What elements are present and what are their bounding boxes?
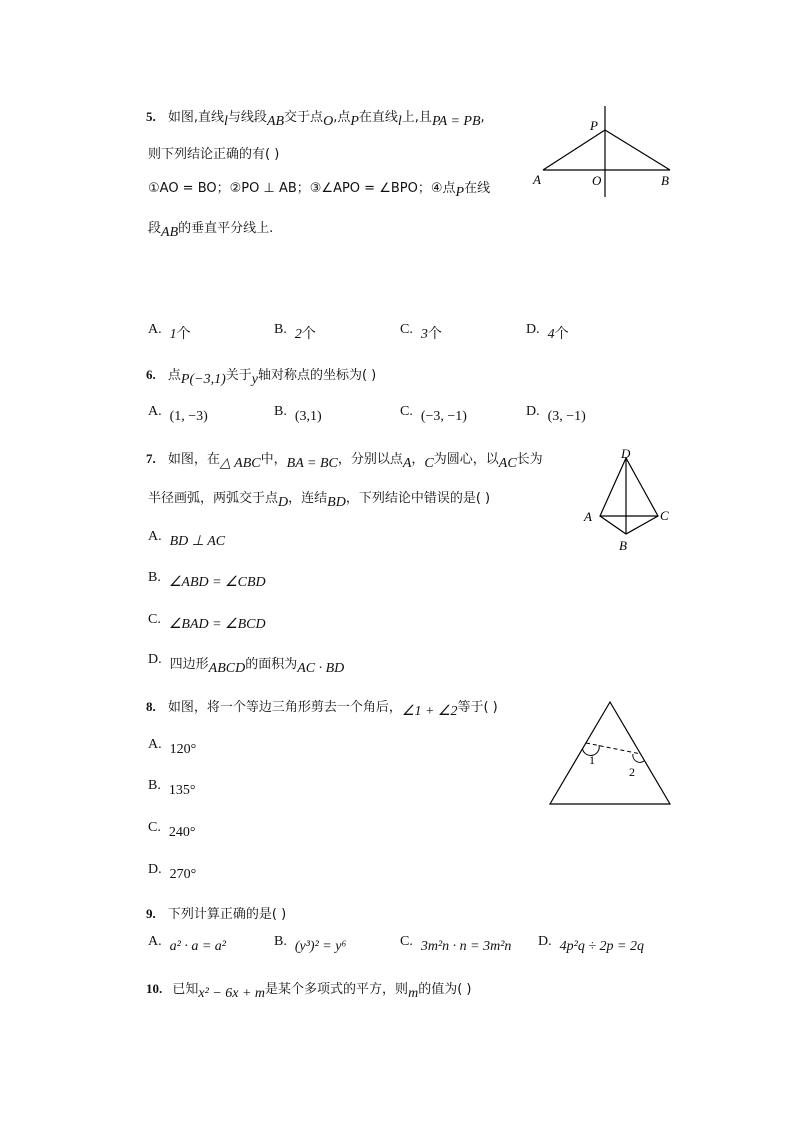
option-d[interactable]: D. (3, −1) xyxy=(526,404,586,424)
option-a[interactable]: A. BD ⊥ AC xyxy=(148,529,226,549)
option-d[interactable]: D. 四边形ABCD的面积为AC · BD xyxy=(148,652,345,676)
option-d[interactable]: D. 270° xyxy=(148,862,197,882)
option-a[interactable]: A. 1个 xyxy=(148,322,191,342)
option-c[interactable]: C. 3m²n · n = 3m²n xyxy=(400,934,512,954)
option-c[interactable]: C. 3个 xyxy=(400,322,442,342)
question-5-line-4: 段AB的垂直平分线上. xyxy=(148,221,274,240)
figure-q8-cut-triangle xyxy=(545,698,675,810)
label-a: A xyxy=(584,509,592,524)
option-b[interactable]: B. 135° xyxy=(148,778,196,798)
label-p: P xyxy=(590,118,598,133)
option-a[interactable]: A. (1, −3) xyxy=(148,404,208,424)
option-d[interactable]: D. 4个 xyxy=(526,322,569,342)
figure-q5-perpendicular-bisector xyxy=(525,102,685,202)
question-7-line-1: 7. 如图，在△ ABC中，BA = BC，分别以点A，C为圆心，以AC长为 xyxy=(146,451,543,471)
question-8-stem: 8. 如图，将一个等边三角形剪去一个角后，∠1 + ∠2等于( ) xyxy=(146,699,498,719)
question-5-line-1: 5. 如图,直线l与线段AB交于点O,点P在直线l上,且PA = PB, xyxy=(146,109,485,129)
question-6-stem: 6. 点P(−3,1)关于y轴对称点的坐标为( ) xyxy=(146,367,377,387)
label-d: D xyxy=(621,446,631,461)
option-c[interactable]: C. 240° xyxy=(148,820,196,840)
angle-1-label: 1 xyxy=(589,753,595,767)
figure-q7-kite xyxy=(578,446,678,556)
question-number: 10. xyxy=(146,981,163,996)
option-c[interactable]: C. (−3, −1) xyxy=(400,404,467,424)
question-number: 6. xyxy=(146,367,156,382)
option-a[interactable]: A. 120° xyxy=(148,737,197,757)
option-c[interactable]: C. ∠BAD = ∠BCD xyxy=(148,612,266,632)
question-number: 9. xyxy=(146,906,156,921)
option-d[interactable]: D. 4p²q ÷ 2p = 2q xyxy=(538,934,644,954)
question-7-line-2: 半径画弧，两弧交于点D，连结BD，下列结论中错误的是( ) xyxy=(148,491,491,510)
angle-2-label: 2 xyxy=(629,765,635,779)
question-number: 5. xyxy=(146,109,156,124)
label-b: B xyxy=(661,173,669,188)
option-b[interactable]: B. 2个 xyxy=(274,322,316,342)
question-10-stem: 10. 已知x² − 6x + m是某个多项式的平方，则m的值为( ) xyxy=(146,981,472,1001)
question-5-line-2: 则下列结论正确的有( ) xyxy=(148,147,280,162)
question-5-line-3: ①AO = BO；②PO ⊥ AB；③∠APO = ∠BPO；④点P在线 xyxy=(148,181,491,200)
option-b[interactable]: B. ∠ABD = ∠CBD xyxy=(148,570,266,590)
label-a: A xyxy=(533,172,541,187)
label-o: O xyxy=(592,173,602,188)
question-number: 8. xyxy=(146,699,156,714)
option-b[interactable]: B. (3,1) xyxy=(274,404,322,424)
question-9-stem: 9. 下列计算正确的是( ) xyxy=(146,906,287,922)
option-b[interactable]: B. (y³)² = y⁶ xyxy=(274,934,347,954)
label-c: C xyxy=(660,508,669,523)
option-a[interactable]: A. a² · a = a² xyxy=(148,934,226,954)
label-b: B xyxy=(619,538,627,553)
question-number: 7. xyxy=(146,451,156,466)
